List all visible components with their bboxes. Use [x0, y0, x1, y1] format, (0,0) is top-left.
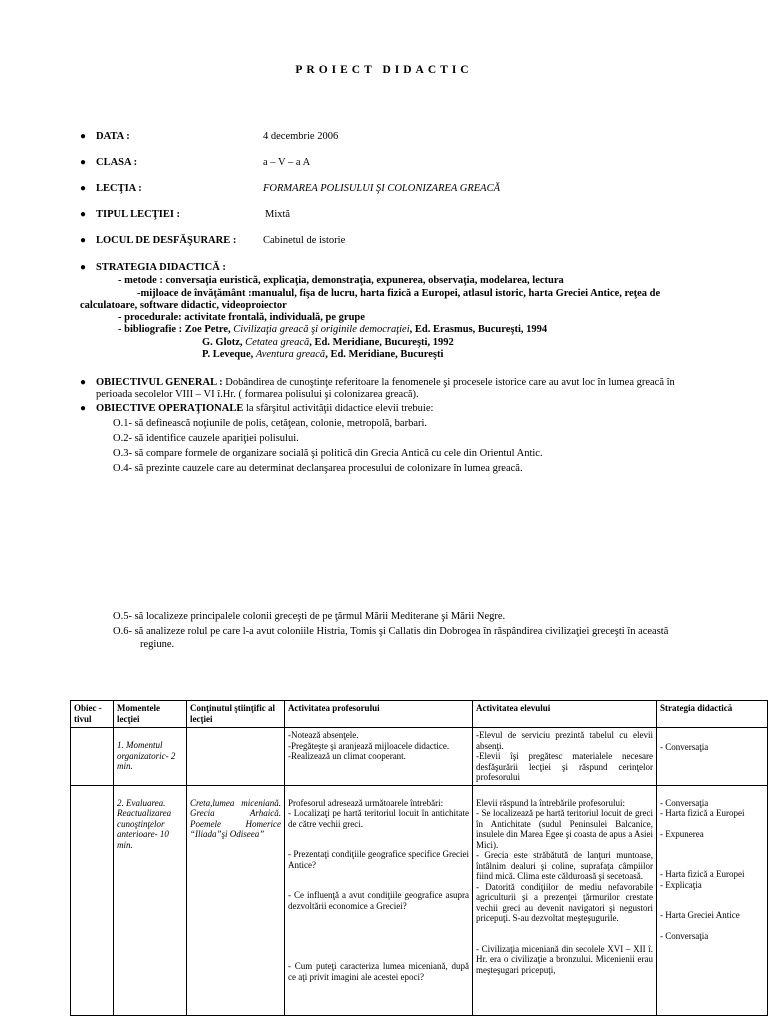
field-value: 4 decembrie 2006 — [263, 131, 339, 142]
objective-item — [113, 418, 427, 430]
cell-text: - Harta fizică a Europei — [660, 869, 745, 879]
objective-number: O.4- — [113, 463, 132, 474]
strategy-label: STRATEGIA DIDACTICĂ : — [96, 262, 226, 273]
objective-item — [113, 448, 543, 460]
cell-text: - Datorită condiţiilor de mediu nefavorabile agriculturii şi a prezenţei ţărmurilor crestate vechii greci au devenit navigatori şi negustori pricepuţi. S-au dezvoltat meşteşugurile. — [476, 881, 653, 923]
bullet-icon: ● — [80, 403, 87, 414]
objective-number: O.2- — [113, 433, 132, 444]
objective-item — [113, 433, 299, 445]
objective-item — [113, 611, 505, 623]
column-header: Obiec - tivul — [71, 701, 114, 728]
strategy-mijloace-2: calculatoare, software didactic, videoproiector — [80, 300, 287, 311]
cell-text: - Harta Greciei Antice — [660, 910, 740, 920]
bib-publisher: , Ed. Erasmus, Bucureşti, 1994 — [409, 324, 548, 335]
bib-author: Zoe Petre, — [182, 324, 234, 335]
bib-title: Cetatea greacă — [245, 337, 310, 348]
cell-text: -Elevii îşi pregătesc materialele necesare desfăşurării lecţiei şi răspund cerinţelor profesorului — [476, 751, 653, 782]
content-text: Creta,lumea miceniană. Grecia Arhaică. Poemele Homerice “Iliada”şi Odiseea” — [190, 797, 281, 839]
strategy-metode: - metode : conversaţia euristică, explicaţia, demonstraţia, expunerea, observaţia, modelarea, lectura — [118, 275, 564, 286]
cell-text: - Conversaţia — [660, 742, 709, 752]
strategy-mijloace-1: -mijloace de învăţământ :manualul, fişa de lucru, harta fizică a Europei, atlasul istoric, harta Greciei Antice, reţea de — [137, 288, 661, 299]
field-value: a – V – a A — [263, 157, 311, 168]
bib-publisher: , Ed. Meridiane, Bucureşti, 1992 — [309, 337, 454, 348]
objectives-operational-line — [96, 403, 433, 415]
objective-text-continued: regiune. — [140, 639, 175, 650]
objective-text: să identifice cauzele apariţiei polisului. — [131, 433, 299, 444]
field-value: Mixtă — [265, 209, 291, 220]
cell-text: -Elevul de serviciu prezintă tabelul cu elevii absenţi. — [476, 730, 653, 751]
bullet-icon: ● — [80, 183, 87, 194]
bibliography-label: - bibliografie : — [118, 324, 183, 335]
field-label: DATA : — [96, 131, 130, 142]
table-cell — [187, 728, 285, 786]
objective-item — [113, 626, 668, 638]
objective-text: să localizeze principalele colonii greceşti de pe ţărmul Mării Mediterane şi Mării Negre. — [131, 611, 506, 622]
bib-publisher: , Ed. Meridiane, Bucureşti — [325, 349, 444, 360]
bib-title: Civilizaţia greacă şi originile democraţiei — [233, 324, 410, 335]
table-cell — [285, 785, 473, 1015]
bullet-icon: ● — [80, 377, 87, 388]
column-header: Activitatea elevului — [473, 701, 657, 728]
objectives-operational-intro: la sfârşitul activităţii didactice elevii trebuie: — [243, 403, 434, 414]
table-row — [71, 785, 768, 1015]
table-cell — [71, 728, 114, 786]
table-row — [71, 728, 768, 786]
cell-text: - Cum puteţi caracteriza lumea miceniană, după ce aţi privit imagini ale acestei epoci? — [288, 961, 469, 982]
bibliography-2 — [202, 337, 454, 349]
objective-item — [113, 463, 523, 475]
table-cell — [114, 785, 187, 1015]
cell-text: - Harta fizică a Europei — [660, 808, 745, 818]
cell-text: -Notează absenţele. — [288, 730, 359, 740]
bullet-icon: ● — [80, 157, 87, 168]
column-header: Conţinutul ştiinţific al lecţiei — [187, 701, 285, 728]
table-header-row — [71, 701, 768, 728]
objective-text: să prezinte cauzele care au determinat declanşarea procesului de colonizare în lumea greacă. — [131, 463, 523, 474]
bullet-icon: ● — [80, 209, 87, 220]
cell-text: - Conversaţia — [660, 930, 709, 941]
cell-text: - Localizaţi pe hartă teritoriul locuit în antichitate de către vechii greci. — [288, 808, 469, 829]
objective-general-label: OBIECTIVUL GENERAL : — [96, 377, 226, 388]
bib-author: G. Glotz, — [202, 337, 246, 348]
cell-text: - Ce influenţă a avut condiţiile geografice asupra dezvoltării economice a Greciei? — [288, 890, 469, 911]
cell-text: Profesorul adresează următoarele întrebări: — [288, 797, 444, 808]
bib-title: Aventura greacă — [255, 349, 326, 360]
bullet-icon: ● — [80, 262, 87, 273]
cell-text: Elevii răspund la întrebările profesorului: — [476, 797, 625, 808]
cell-text: - Se localizează pe hartă teritoriul locuit de greci în Antichitate (sudul Peninsulei Balcanice, insulele din Marea Egee şi coasta de apus a Asiei Mici). — [476, 808, 653, 850]
cell-text: - Conversaţia — [660, 797, 709, 808]
table-cell — [473, 785, 657, 1015]
column-header: Strategia didactică — [657, 701, 768, 728]
field-label: TIPUL LECŢIEI : — [96, 209, 181, 220]
strategy-procedurale: - procedurale: activitate frontală, individuală, pe grupe — [118, 312, 365, 323]
field-value: FORMAREA POLISULUI ŞI COLONIZAREA GREACĂ — [263, 183, 501, 194]
objective-number: O.1- — [113, 418, 132, 429]
cell-text: -Realizează un climat cooperant. — [288, 751, 406, 761]
table-cell — [285, 728, 473, 786]
objective-text: să analizeze rolul pe care l-a avut coloniile Histria, Tomis şi Callatis din Dobrogea în răspândirea civilizaţiei greceşti în această — [131, 626, 669, 637]
column-header: Activitatea profesorului — [285, 701, 473, 728]
moment-text: 1. Momentul organizatoric- 2 min. — [117, 740, 176, 771]
field-label: LECŢIA : — [96, 183, 142, 194]
table-cell — [657, 785, 768, 1015]
table-cell — [657, 728, 768, 786]
cell-text: - Expunerea — [660, 828, 704, 839]
bib-author: P. Leveque, — [202, 349, 256, 360]
moment-text: 2. Evaluarea. Reactualizarea cunoştinţelor anterioare- 10 min. — [117, 797, 172, 850]
field-label: CLASA : — [96, 157, 138, 168]
objective-general-text-2: perioada secolelor VIII – VI î.Hr. ( formarea polisului şi colonizarea greacă). — [96, 389, 419, 400]
objective-general-line — [96, 377, 675, 389]
field-value: Cabinetul de istorie — [263, 235, 346, 246]
bibliography-1 — [118, 324, 547, 336]
bibliography-3 — [202, 349, 443, 361]
document-title: PROIECT DIDACTIC — [295, 64, 473, 76]
cell-text: -Pregăteşte şi aranjează mijloacele didactice. — [288, 740, 450, 751]
table-cell — [71, 785, 114, 1015]
cell-text: - Grecia este străbătută de lanţuri muntoase, întâlnim dealuri şi coline, suprafaţa câmpiilor fiind mică. Clima este călduroasă şi secetoasă. — [476, 850, 653, 881]
cell-text: - Civilizaţia miceniană din secolele XVI – XII î. Hr. era o civilizaţie a bronzului. Micenienii erau meşteşugari pricepuţi, — [476, 943, 653, 975]
table-cell — [187, 785, 285, 1015]
objective-number: O.3- — [113, 448, 132, 459]
objective-text: să definească noţiunile de polis, cetăţean, colonie, metropolă, barbari. — [131, 418, 428, 429]
bullet-icon: ● — [80, 131, 87, 142]
cell-text: - Explicaţia — [660, 879, 702, 890]
objective-general-text: Dobândirea de cunoştinţe referitoare la fenomenele şi procesele istorice care au avut loc în lumea greacă în — [225, 377, 675, 388]
lesson-table — [70, 700, 768, 1016]
objectives-operational-label: OBIECTIVE OPERAŢIONALE — [96, 403, 244, 414]
objective-text: să compare formele de organizare socială şi politică din Grecia Antică cu cele din Orientul Antic. — [131, 448, 543, 459]
objective-number: O.5- — [113, 611, 132, 622]
table-cell — [114, 728, 187, 786]
objective-number: O.6- — [113, 626, 132, 637]
column-header: Momentele lecţiei — [114, 701, 187, 728]
cell-text: - Prezentaţi condiţiile geografice specifice Greciei Antice? — [288, 849, 469, 870]
table-cell — [473, 728, 657, 786]
field-label: LOCUL DE DESFĂŞURARE : — [96, 235, 237, 246]
bullet-icon: ● — [80, 235, 87, 246]
